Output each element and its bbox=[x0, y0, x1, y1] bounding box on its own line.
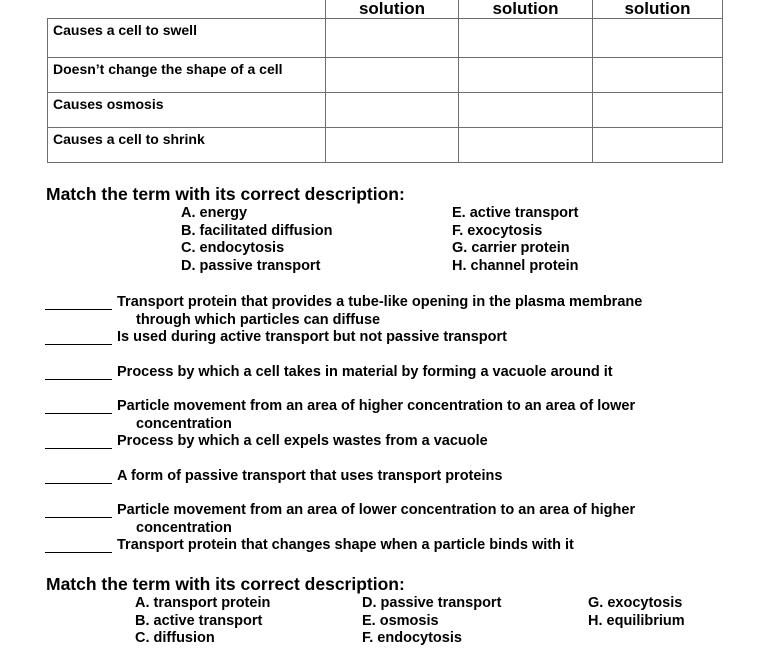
table-cell[interactable] bbox=[459, 93, 593, 128]
table-header-solution-2: solution bbox=[459, 0, 593, 19]
table-header-row bbox=[48, 0, 723, 19]
description-1 bbox=[117, 294, 642, 329]
description-text: Transport protein that provides a tube-like opening in the plasma membrane bbox=[117, 294, 643, 310]
table-cell[interactable] bbox=[459, 58, 593, 93]
description-6 bbox=[117, 468, 502, 486]
term-d: D. passive transport bbox=[362, 595, 502, 611]
table-cell[interactable] bbox=[593, 93, 723, 128]
table-row bbox=[48, 58, 723, 93]
description-text: Transport protein that changes shape when a particle binds with it bbox=[117, 537, 574, 553]
solutions-table bbox=[47, 0, 723, 163]
table-row-label: Causes osmosis bbox=[48, 93, 326, 128]
table-row bbox=[48, 93, 723, 128]
term-g: G. exocytosis bbox=[588, 595, 683, 611]
table-row bbox=[48, 19, 723, 58]
term-e: E. osmosis bbox=[362, 612, 439, 629]
description-4 bbox=[117, 398, 635, 433]
answer-blank-3[interactable] bbox=[45, 379, 112, 380]
term-a: A. transport protein bbox=[135, 595, 271, 611]
table-cell[interactable] bbox=[593, 58, 723, 93]
term-g: G. carrier protein bbox=[452, 240, 570, 256]
section1-terms-right bbox=[452, 205, 579, 275]
description-text: Is used during active transport but not passive transport bbox=[117, 329, 507, 345]
answer-blank-5[interactable] bbox=[45, 448, 112, 449]
answer-blank-8[interactable] bbox=[45, 552, 112, 553]
description-3 bbox=[117, 364, 613, 382]
table-row-label: Doesn’t change the shape of a cell bbox=[48, 58, 326, 93]
term-e: E. active transport bbox=[452, 205, 579, 221]
table-header-solution-3: solution bbox=[593, 0, 723, 19]
description-continuation: concentration bbox=[136, 519, 232, 536]
description-7 bbox=[117, 502, 635, 537]
description-continuation: concentration bbox=[136, 415, 232, 432]
description-2 bbox=[117, 329, 507, 347]
description-continuation: through which particles can diffuse bbox=[136, 311, 381, 328]
term-d: D. passive transport bbox=[181, 257, 321, 274]
table-cell[interactable] bbox=[593, 128, 723, 163]
description-text: Process by which a cell takes in material by forming a vacuole around it bbox=[117, 364, 613, 380]
table-cell[interactable] bbox=[326, 128, 459, 163]
section2-col1 bbox=[135, 595, 270, 648]
description-text: A form of passive transport that uses transport proteins bbox=[117, 468, 503, 484]
answer-blank-6[interactable] bbox=[45, 483, 112, 484]
section2-col3 bbox=[588, 595, 685, 630]
table-cell[interactable] bbox=[459, 128, 593, 163]
term-c: C. endocytosis bbox=[181, 240, 285, 256]
description-8 bbox=[117, 537, 574, 555]
description-text: Process by which a cell expels wastes from a vacuole bbox=[117, 433, 488, 449]
term-a: A. energy bbox=[181, 205, 248, 221]
term-c: C. diffusion bbox=[135, 630, 215, 646]
description-5 bbox=[117, 433, 488, 451]
table-header-blank bbox=[48, 0, 326, 19]
description-text: Particle movement from an area of lower concentration to an area of higher bbox=[117, 502, 636, 518]
section1-heading: Match the term with its correct description: bbox=[46, 184, 405, 204]
table-cell[interactable] bbox=[459, 19, 593, 58]
table-cell[interactable] bbox=[593, 19, 723, 58]
table-cell[interactable] bbox=[326, 58, 459, 93]
section2-heading: Match the term with its correct description: bbox=[46, 574, 405, 594]
table-cell[interactable] bbox=[326, 19, 459, 58]
term-h: H. channel protein bbox=[452, 257, 579, 274]
term-b: B. active transport bbox=[135, 612, 263, 629]
term-f: F. endocytosis bbox=[362, 630, 462, 646]
answer-blank-4[interactable] bbox=[45, 413, 112, 414]
answer-blank-1[interactable] bbox=[45, 309, 112, 310]
table-row-label: Causes a cell to swell bbox=[48, 19, 326, 58]
term-b: B. facilitated diffusion bbox=[181, 222, 333, 239]
term-h: H. equilibrium bbox=[588, 612, 685, 629]
table-cell[interactable] bbox=[326, 93, 459, 128]
term-f: F. exocytosis bbox=[452, 222, 543, 239]
section1-terms-left bbox=[181, 205, 332, 275]
answer-blank-7[interactable] bbox=[45, 517, 112, 518]
answer-blank-2[interactable] bbox=[45, 344, 112, 345]
table-header-solution-1: solution bbox=[326, 0, 459, 19]
section2-col2 bbox=[362, 595, 501, 648]
description-text: Particle movement from an area of higher concentration to an area of lower bbox=[117, 398, 636, 414]
table-row-label: Causes a cell to shrink bbox=[48, 128, 326, 163]
table-row bbox=[48, 128, 723, 163]
